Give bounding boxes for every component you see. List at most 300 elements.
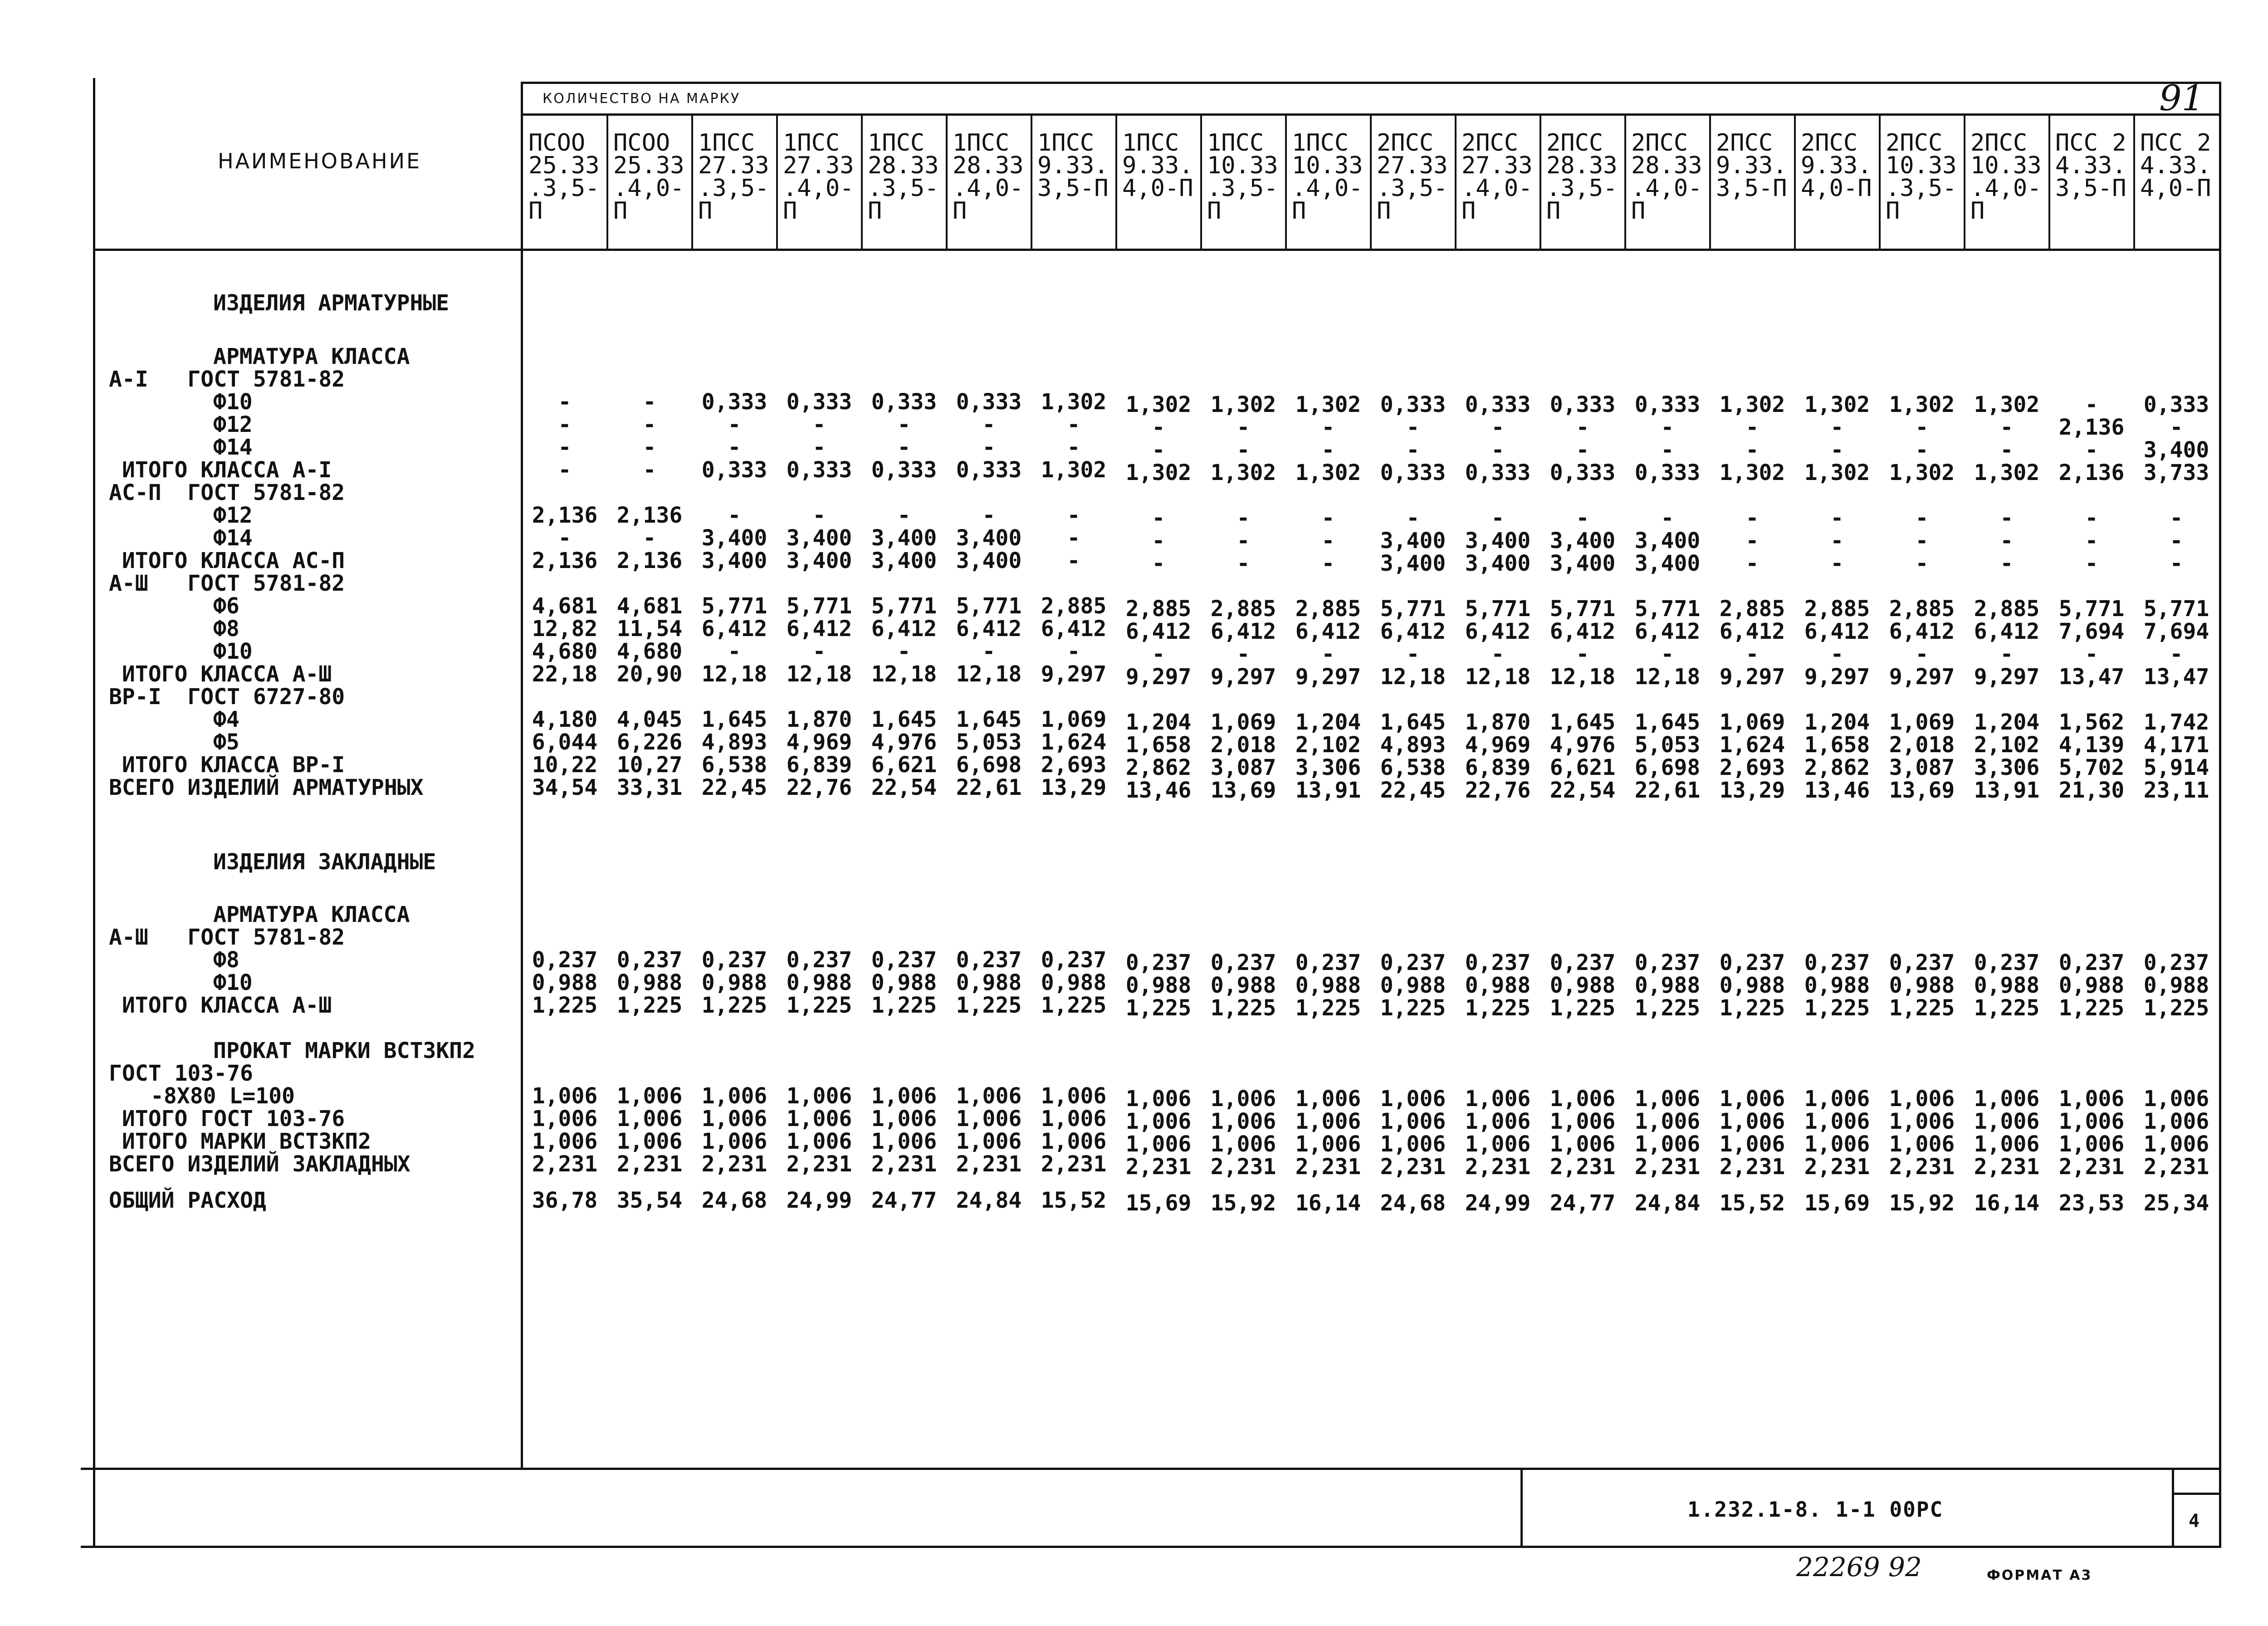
- table-cell: -: [1406, 415, 1420, 440]
- table-cell: 1,006: [786, 1129, 852, 1154]
- table-cell: -: [1915, 642, 1929, 667]
- table-cell: 12,82: [532, 616, 598, 642]
- table-cell: 0,237: [1295, 950, 1361, 975]
- table-cell: 9,297: [1974, 664, 2040, 690]
- table-cell: 6,412: [1380, 619, 1446, 644]
- row-label: Ф8: [213, 616, 240, 642]
- table-cell: -: [1321, 505, 1335, 531]
- table-cell: 12,18: [871, 661, 937, 687]
- table-cell: 0,988: [616, 970, 683, 995]
- table-cell: 5,771: [956, 593, 1022, 619]
- table-cell: 1,006: [786, 1106, 852, 1131]
- table-cell: 3,087: [1210, 755, 1276, 780]
- table-cell: 1,225: [1125, 995, 1192, 1021]
- table-cell: -: [1745, 505, 1759, 531]
- column-header: 1ПСС 27.33 .4,0- П: [783, 129, 854, 225]
- column-divider: [1031, 113, 1032, 250]
- table-cell: 1,225: [1295, 995, 1361, 1021]
- table-cell: 1,006: [1465, 1086, 1531, 1112]
- table-cell: -: [2085, 505, 2098, 531]
- column-divider: [1285, 113, 1287, 250]
- table-cell: 2,231: [956, 1151, 1022, 1177]
- table-cell: 6,412: [1889, 619, 1955, 644]
- table-cell: 6,538: [1380, 755, 1446, 780]
- table-cell: 0,237: [1380, 950, 1446, 975]
- table-cell: 1,006: [1125, 1131, 1192, 1157]
- table-cell: 1,225: [2143, 995, 2209, 1021]
- row-label: -8Х80 L=100: [151, 1083, 295, 1109]
- column-divider: [2048, 113, 2050, 250]
- page-number: 91: [2159, 78, 2204, 119]
- table-cell: -: [2170, 642, 2183, 667]
- table-cell: -: [1321, 642, 1335, 667]
- table-cell: 3,400: [1380, 551, 1446, 576]
- table-cell: 1,006: [1125, 1086, 1192, 1112]
- table-cell: -: [1152, 642, 1165, 667]
- table-cell: 1,645: [871, 707, 937, 732]
- table-cell: 1,006: [532, 1083, 598, 1109]
- table-cell: -: [1406, 505, 1420, 531]
- table-cell: 33,31: [616, 775, 683, 800]
- row-label: Ф14: [213, 435, 253, 460]
- table-cell: 6,839: [786, 752, 852, 778]
- table-cell: 1,645: [1634, 710, 1701, 735]
- table-cell: 0,333: [871, 457, 937, 483]
- table-cell: 2,136: [616, 503, 683, 528]
- table-cell: 4,045: [616, 707, 683, 732]
- stamp-sheet-line: [2172, 1493, 2220, 1495]
- table-cell: 2,231: [701, 1151, 767, 1177]
- table-cell: 1,006: [1804, 1109, 1870, 1134]
- table-cell: 3,087: [1889, 755, 1955, 780]
- table-cell: 1,204: [1804, 710, 1870, 735]
- table-cell: 3,400: [701, 548, 767, 573]
- table-cell: 1,225: [1804, 995, 1870, 1021]
- table-cell: 6,412: [1719, 619, 1785, 644]
- table-cell: 24,84: [956, 1188, 1022, 1213]
- table-cell: 0,237: [786, 947, 852, 973]
- stamp-divider: [1520, 1468, 1523, 1546]
- table-cell: 13,91: [1974, 778, 2040, 803]
- table-cell: 2,231: [2143, 1154, 2209, 1180]
- row-label: ВСЕГО ИЗДЕЛИЙ ЗАКЛАДНЫХ: [109, 1151, 411, 1177]
- column-divider: [1624, 113, 1626, 250]
- table-cell: 5,771: [1380, 596, 1446, 622]
- column-header: 2ПСС 27.33 .4,0- П: [1461, 129, 1533, 225]
- table-cell: -: [728, 412, 741, 437]
- table-cell: -: [1576, 505, 1589, 531]
- table-cell: 1,225: [1465, 995, 1531, 1021]
- table-cell: 2,231: [1549, 1154, 1616, 1180]
- table-cell: -: [1661, 415, 1674, 440]
- table-cell: -: [812, 435, 826, 460]
- table-cell: 1,302: [1125, 392, 1192, 417]
- column-divider: [606, 113, 608, 250]
- table-cell: 1,006: [1974, 1131, 2040, 1157]
- table-cell: -: [1915, 415, 1929, 440]
- table-cell: -: [2000, 528, 2014, 553]
- table-cell: 3,306: [1974, 755, 2040, 780]
- table-cell: 5,053: [956, 730, 1022, 755]
- table-cell: 1,870: [786, 707, 852, 732]
- table-cell: -: [1830, 437, 1844, 463]
- table-cell: 24,77: [871, 1188, 937, 1213]
- table-cell: 2,231: [1041, 1151, 1107, 1177]
- table-cell: 0,988: [701, 970, 767, 995]
- table-cell: -: [1067, 525, 1080, 551]
- table-cell: 1,302: [1889, 460, 1955, 485]
- table-cell: 1,006: [786, 1083, 852, 1109]
- table-cell: 6,412: [1125, 619, 1192, 644]
- table-cell: -: [728, 503, 741, 528]
- table-cell: 3,400: [1380, 528, 1446, 553]
- table-cell: 0,237: [701, 947, 767, 973]
- table-cell: 0,333: [956, 389, 1022, 415]
- table-cell: -: [1745, 437, 1759, 463]
- table-cell: 0,333: [1549, 460, 1616, 485]
- table-cell: 3,400: [1549, 551, 1616, 576]
- table-cell: 10,22: [532, 752, 598, 778]
- bottom-border: [81, 1546, 2221, 1548]
- table-cell: 0,333: [871, 389, 937, 415]
- table-cell: 12,18: [701, 661, 767, 687]
- table-cell: -: [1067, 548, 1080, 573]
- table-cell: 1,006: [1974, 1109, 2040, 1134]
- table-cell: -: [2000, 437, 2014, 463]
- table-cell: 6,621: [871, 752, 937, 778]
- table-cell: -: [1745, 415, 1759, 440]
- row-label: ИТОГО ГОСТ 103-76: [109, 1106, 345, 1131]
- column-divider: [2133, 113, 2135, 250]
- table-cell: -: [2000, 642, 2014, 667]
- table-cell: 4,893: [701, 730, 767, 755]
- table-cell: -: [1152, 415, 1165, 440]
- table-cell: 0,988: [1125, 973, 1192, 998]
- table-cell: 1,302: [1210, 392, 1276, 417]
- table-cell: 1,006: [956, 1106, 1022, 1131]
- table-cell: -: [643, 389, 656, 415]
- table-cell: 13,91: [1295, 778, 1361, 803]
- table-cell: 34,54: [532, 775, 598, 800]
- table-cell: -: [1406, 437, 1420, 463]
- table-cell: -: [1406, 642, 1420, 667]
- table-cell: -: [897, 412, 911, 437]
- table-cell: -: [1830, 505, 1844, 531]
- table-cell: 0,333: [956, 457, 1022, 483]
- table-cell: -: [1152, 551, 1165, 576]
- row-label: ИТОГО КЛАССА АС-П: [109, 548, 345, 573]
- table-cell: 22,54: [871, 775, 937, 800]
- table-cell: 0,237: [1889, 950, 1955, 975]
- row-label: Ф10: [213, 389, 253, 415]
- column-header: 1ПСС 10.33 .4,0- П: [1292, 129, 1363, 225]
- row-label: Ф12: [213, 412, 253, 437]
- table-cell: 2,136: [2058, 460, 2125, 485]
- table-cell: -: [2085, 392, 2098, 417]
- table-cell: 9,297: [1719, 664, 1785, 690]
- table-cell: 1,006: [1889, 1109, 1955, 1134]
- table-cell: -: [1321, 551, 1335, 576]
- table-cell: 0,237: [1549, 950, 1616, 975]
- table-cell: 9,297: [1041, 661, 1107, 687]
- table-cell: 1,006: [871, 1083, 937, 1109]
- table-cell: 1,006: [701, 1106, 767, 1131]
- table-cell: 2,885: [1041, 593, 1107, 619]
- row-label: Ф8: [213, 947, 240, 973]
- table-cell: 5,771: [1549, 596, 1616, 622]
- table-cell: 0,237: [1719, 950, 1785, 975]
- table-cell: -: [1745, 642, 1759, 667]
- table-cell: 1,006: [1295, 1086, 1361, 1112]
- table-cell: 0,988: [1465, 973, 1531, 998]
- table-cell: -: [1915, 505, 1929, 531]
- table-cell: 2,693: [1719, 755, 1785, 780]
- table-cell: 2,231: [532, 1151, 598, 1177]
- table-cell: 1,006: [616, 1083, 683, 1109]
- table-cell: 1,225: [1719, 995, 1785, 1021]
- table-cell: 3,400: [1465, 551, 1531, 576]
- table-cell: 3,400: [1634, 551, 1701, 576]
- table-cell: 1,302: [1804, 460, 1870, 485]
- sheet-format: ФОРМАТ А3: [1987, 1567, 2092, 1583]
- table-cell: 23,53: [2058, 1190, 2125, 1216]
- table-cell: 1,006: [1889, 1131, 1955, 1157]
- table-cell: 1,204: [1974, 710, 2040, 735]
- table-cell: -: [2170, 505, 2183, 531]
- column-header: 2ПСС 10.33 .4,0- П: [1970, 129, 2042, 225]
- table-cell: 6,621: [1549, 755, 1616, 780]
- table-cell: -: [982, 412, 996, 437]
- table-cell: 1,006: [1295, 1131, 1361, 1157]
- table-cell: -: [2000, 551, 2014, 576]
- table-cell: 20,90: [616, 661, 683, 687]
- table-cell: 1,006: [1380, 1109, 1446, 1134]
- table-cell: 0,237: [1125, 950, 1192, 975]
- table-cell: 1,006: [1889, 1086, 1955, 1112]
- table-cell: 1,624: [1041, 730, 1107, 755]
- table-cell: 24,99: [1465, 1190, 1531, 1216]
- table-cell: 4,681: [532, 593, 598, 619]
- table-cell: 1,302: [1974, 460, 2040, 485]
- table-cell: 0,333: [1634, 460, 1701, 485]
- table-cell: 2,136: [532, 548, 598, 573]
- table-cell: -: [1576, 642, 1589, 667]
- column-divider: [1964, 113, 1965, 250]
- column-header: 2ПСС 27.33 .3,5- П: [1377, 129, 1448, 225]
- column-header: 1ПСС 9.33. 4,0-П: [1122, 129, 1193, 202]
- table-cell: -: [1491, 505, 1505, 531]
- table-cell: 1,006: [956, 1129, 1022, 1154]
- table-cell: 1,006: [871, 1129, 937, 1154]
- table-cell: -: [643, 525, 656, 551]
- table-cell: 6,412: [1041, 616, 1107, 642]
- column-header: 2ПСС 9.33. 4,0-П: [1801, 129, 1872, 202]
- table-cell: 3,400: [2143, 437, 2209, 463]
- table-cell: 0,333: [1465, 392, 1531, 417]
- table-cell: 2,231: [1974, 1154, 2040, 1180]
- table-cell: 9,297: [1804, 664, 1870, 690]
- table-cell: 9,297: [1889, 664, 1955, 690]
- table-cell: 0,988: [1719, 973, 1785, 998]
- table-cell: -: [2085, 437, 2098, 463]
- table-cell: 2,231: [1210, 1154, 1276, 1180]
- table-cell: 0,333: [701, 457, 767, 483]
- table-cell: 5,771: [2058, 596, 2125, 622]
- table-cell: 1,225: [532, 993, 598, 1018]
- table-cell: 15,69: [1804, 1190, 1870, 1216]
- table-cell: 6,412: [701, 616, 767, 642]
- table-cell: 1,645: [1549, 710, 1616, 735]
- table-cell: 5,053: [1634, 732, 1701, 758]
- table-cell: 1,006: [1804, 1131, 1870, 1157]
- column-divider: [1794, 113, 1796, 250]
- table-cell: -: [2000, 415, 2014, 440]
- table-cell: 22,76: [786, 775, 852, 800]
- table-cell: -: [643, 435, 656, 460]
- table-cell: 1,225: [956, 993, 1022, 1018]
- table-cell: 1,225: [701, 993, 767, 1018]
- table-cell: 1,006: [701, 1129, 767, 1154]
- table-cell: 0,237: [1974, 950, 2040, 975]
- column-header: ПСОО 25.33 .4,0- П: [613, 129, 684, 225]
- table-cell: 0,237: [616, 947, 683, 973]
- table-cell: -: [728, 639, 741, 664]
- table-cell: -: [897, 639, 911, 664]
- table-cell: 1,069: [1210, 710, 1276, 735]
- table-cell: 1,069: [1889, 710, 1955, 735]
- table-cell: 2,231: [1380, 1154, 1446, 1180]
- column-divider: [1709, 113, 1711, 250]
- header-top-line: [521, 82, 2221, 84]
- table-cell: -: [897, 435, 911, 460]
- table-cell: -: [1830, 551, 1844, 576]
- table-cell: 22,45: [701, 775, 767, 800]
- table-cell: 6,538: [701, 752, 767, 778]
- row-label: А-Ш ГОСТ 5781-82: [109, 925, 345, 950]
- table-cell: 2,136: [616, 548, 683, 573]
- table-cell: 0,988: [2143, 973, 2209, 998]
- right-border: [2219, 82, 2221, 1548]
- table-cell: -: [1915, 551, 1929, 576]
- table-cell: 2,018: [1889, 732, 1955, 758]
- table-cell: 0,237: [1634, 950, 1701, 975]
- table-cell: 1,302: [1804, 392, 1870, 417]
- table-cell: 36,78: [532, 1188, 598, 1213]
- table-cell: -: [643, 412, 656, 437]
- table-cell: 1,006: [1974, 1086, 2040, 1112]
- table-cell: 9,297: [1295, 664, 1361, 690]
- table-cell: -: [1237, 415, 1250, 440]
- table-cell: 2,885: [1804, 596, 1870, 622]
- table-cell: 1,006: [1634, 1131, 1701, 1157]
- table-cell: 1,006: [1719, 1131, 1785, 1157]
- table-cell: 1,006: [1719, 1109, 1785, 1134]
- table-cell: 12,18: [786, 661, 852, 687]
- table-cell: 1,225: [616, 993, 683, 1018]
- table-cell: 0,988: [1380, 973, 1446, 998]
- table-cell: -: [1661, 642, 1674, 667]
- table-cell: 2,231: [786, 1151, 852, 1177]
- left-border: [93, 78, 95, 1548]
- row-label: Ф14: [213, 525, 253, 551]
- table-cell: 1,645: [956, 707, 1022, 732]
- table-cell: 0,237: [2143, 950, 2209, 975]
- table-cell: 2,231: [1889, 1154, 1955, 1180]
- table-cell: -: [812, 639, 826, 664]
- table-cell: -: [982, 503, 996, 528]
- table-cell: 3,733: [2143, 460, 2209, 485]
- table-cell: 13,46: [1804, 778, 1870, 803]
- table-cell: -: [558, 457, 572, 483]
- table-cell: 1,006: [1549, 1131, 1616, 1157]
- table-cell: 12,18: [956, 661, 1022, 687]
- table-cell: 1,658: [1804, 732, 1870, 758]
- table-cell: 6,044: [532, 730, 598, 755]
- table-cell: 1,006: [1210, 1131, 1276, 1157]
- table-cell: 4,969: [1465, 732, 1531, 758]
- table-cell: 1,069: [1719, 710, 1785, 735]
- table-cell: 0,333: [701, 389, 767, 415]
- table-cell: 16,14: [1295, 1190, 1361, 1216]
- table-cell: 4,976: [1549, 732, 1616, 758]
- column-header: 2ПСС 9.33. 3,5-П: [1716, 129, 1787, 202]
- table-cell: 6,412: [1804, 619, 1870, 644]
- table-cell: 3,400: [1465, 528, 1531, 553]
- table-cell: 0,237: [1804, 950, 1870, 975]
- table-cell: 3,400: [1634, 528, 1701, 553]
- table-cell: 12,18: [1380, 664, 1446, 690]
- table-cell: 0,237: [1465, 950, 1531, 975]
- table-cell: 13,69: [1210, 778, 1276, 803]
- table-cell: 0,333: [1634, 392, 1701, 417]
- table-cell: 15,52: [1719, 1190, 1785, 1216]
- row-label: Ф5: [213, 730, 240, 755]
- table-cell: 0,237: [871, 947, 937, 973]
- table-cell: 1,006: [616, 1106, 683, 1131]
- inventory-number: 22269 92: [1796, 1552, 1922, 1582]
- column-divider: [1455, 113, 1457, 250]
- table-cell: 4,171: [2143, 732, 2209, 758]
- table-cell: 2,885: [1210, 596, 1276, 622]
- row-label: Ф4: [213, 707, 240, 732]
- table-cell: 4,893: [1380, 732, 1446, 758]
- row-label: А-Ш ГОСТ 5781-82: [109, 571, 345, 596]
- table-cell: -: [2170, 415, 2183, 440]
- table-cell: 1,006: [2058, 1109, 2125, 1134]
- table-cell: 1,006: [532, 1106, 598, 1131]
- table-cell: 22,54: [1549, 778, 1616, 803]
- table-cell: 1,658: [1125, 732, 1192, 758]
- table-cell: 6,412: [786, 616, 852, 642]
- table-cell: -: [1237, 551, 1250, 576]
- table-cell: 4,976: [871, 730, 937, 755]
- table-cell: 1,302: [1125, 460, 1192, 485]
- row-label: ВСЕГО ИЗДЕЛИЙ АРМАТУРНЫХ: [109, 775, 424, 800]
- table-cell: 0,333: [786, 457, 852, 483]
- table-cell: -: [2170, 551, 2183, 576]
- table-cell: -: [728, 435, 741, 460]
- table-cell: 1,006: [871, 1106, 937, 1131]
- table-cell: 5,771: [871, 593, 937, 619]
- table-cell: 2,231: [1804, 1154, 1870, 1180]
- table-cell: 1,006: [1549, 1086, 1616, 1112]
- table-cell: 2,885: [1889, 596, 1955, 622]
- table-cell: -: [1067, 639, 1080, 664]
- table-cell: 1,302: [1719, 392, 1785, 417]
- table-cell: 1,204: [1125, 710, 1192, 735]
- table-cell: -: [1152, 505, 1165, 531]
- table-cell: 6,839: [1465, 755, 1531, 780]
